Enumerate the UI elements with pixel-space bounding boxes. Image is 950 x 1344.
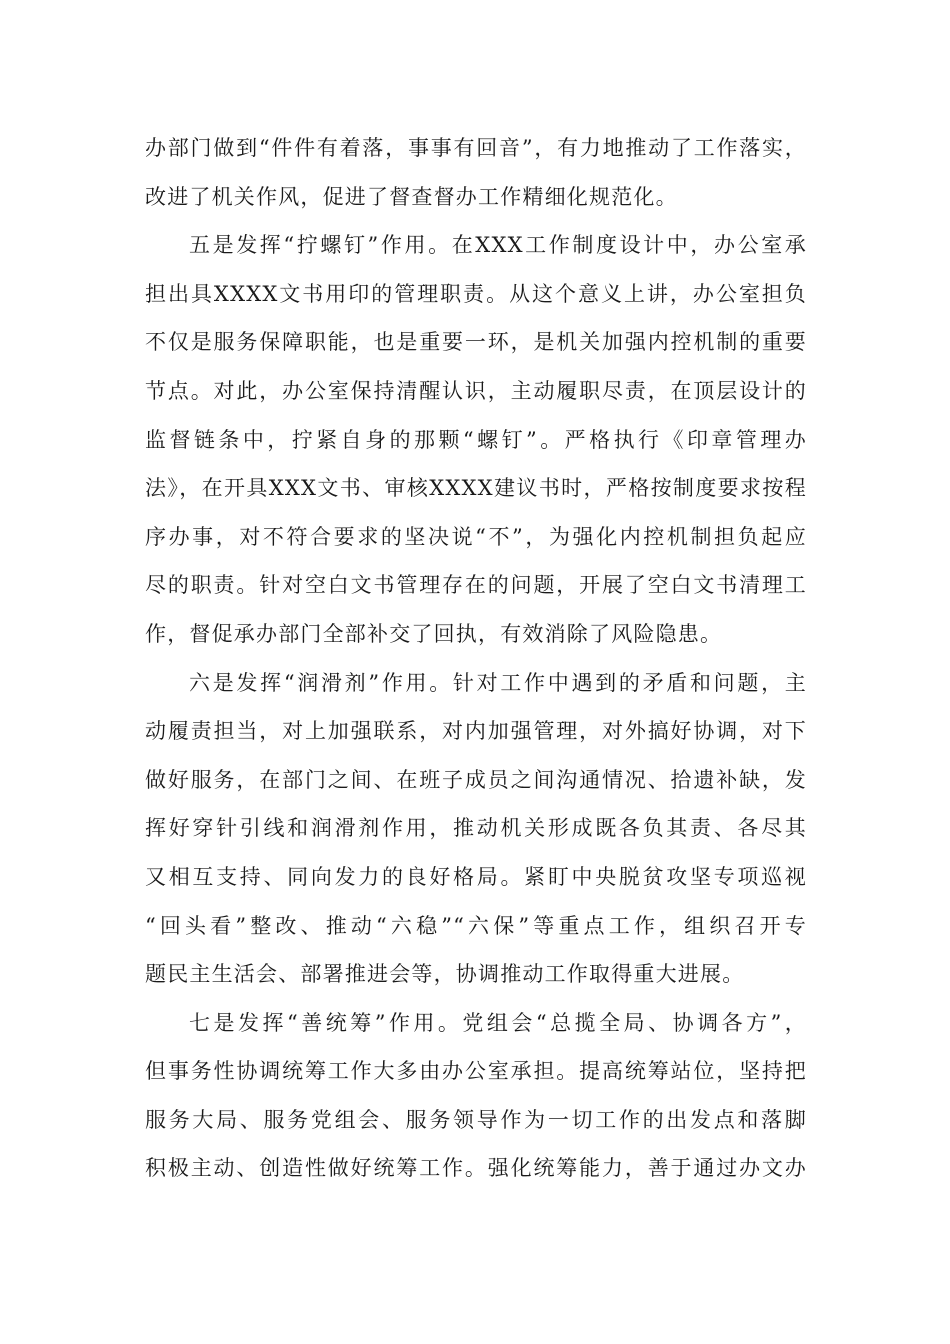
text-line: 尽的职责。针对空白文书管理存在的问题，开展了空白文书清理工 [145, 573, 807, 598]
document-body [145, 124, 807, 1193]
text-line: 题民主生活会、部署推进会等，协调推动工作取得重大进展。 [145, 962, 745, 987]
text-line: 担出具XXXX文书用印的管理职责。从这个意义上讲，办公室担负 [145, 281, 807, 306]
text-line: 改进了机关作风，促进了督查督办工作精细化规范化。 [145, 184, 678, 209]
text-line: 序办事，对不符合要求的坚决说“不”，为强化内控机制担负起应 [145, 524, 807, 549]
paragraph-start-line: 五是发挥“拧螺钉”作用。在XXX工作制度设计中，办公室承 [189, 233, 807, 258]
text-line: 积极主动、创造性做好统筹工作。强化统筹能力，善于通过办文办 [145, 1156, 807, 1181]
text-line: 挥好穿针引线和润滑剂作用，推动机关形成既各负其责、各尽其 [145, 816, 807, 841]
text-line: 作，督促承办部门全部补交了回执，有效消除了风险隐患。 [145, 621, 723, 646]
text-line: 做好服务，在部门之间、在班子成员之间沟通情况、拾遗补缺，发 [145, 767, 807, 792]
text-line: 办部门做到“件件有着落，事事有回音”，有力地推动了工作落实， [145, 136, 807, 160]
text-line: 监督链条中，拧紧自身的那颗“螺钉”。严格执行《印章管理办 [145, 427, 807, 452]
text-line: 服务大局、服务党组会、服务领导作为一切工作的出发点和落脚 [145, 1107, 807, 1132]
text-line: 法》，在开具XXX文书、审核XXXX建议书时，严格按制度要求按程 [145, 476, 807, 501]
text-line: 动履责担当，对上加强联系，对内加强管理，对外搞好协调，对下 [145, 719, 807, 744]
text-line: 又相互支持、同向发力的良好格局。紧盯中央脱贫攻坚专项巡视 [145, 864, 807, 889]
paragraph-start-line: 六是发挥“润滑剂”作用。针对工作中遇到的矛盾和问题，主 [189, 670, 807, 695]
text-line: 但事务性协调统筹工作大多由办公室承担。提高统筹站位，坚持把 [145, 1059, 807, 1084]
text-line: 节点。对此，办公室保持清醒认识，主动履职尽责，在顶层设计的 [145, 378, 807, 403]
paragraph-start-line: 七是发挥“善统筹”作用。党组会“总揽全局、协调各方”， [189, 1010, 807, 1035]
text-line: “回头看”整改、推动“六稳”“六保”等重点工作，组织召开专 [145, 913, 807, 938]
text-line: 不仅是服务保障职能，也是重要一环，是机关加强内控机制的重要 [145, 330, 807, 355]
